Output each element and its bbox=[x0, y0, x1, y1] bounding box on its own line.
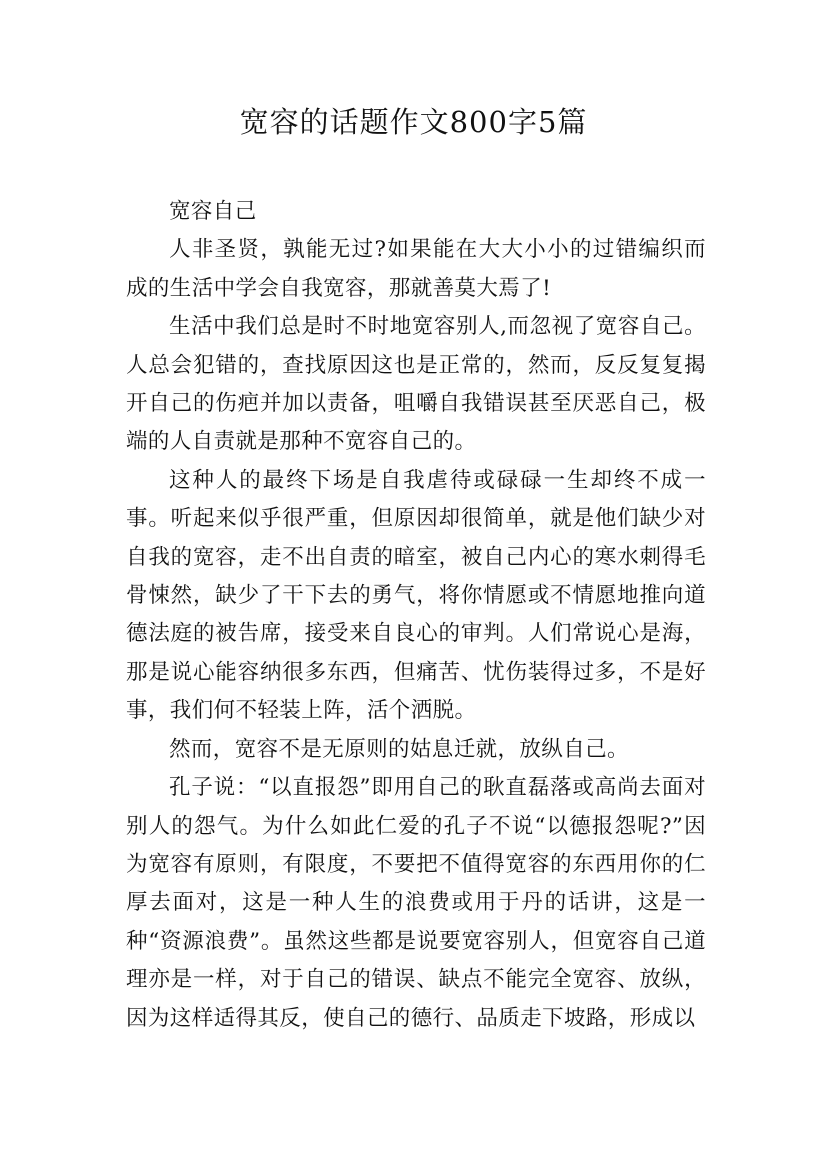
paragraph: 孔子说：“以直报怨”即用自己的耿直磊落或高尚去面对别人的怨气。为什么如此仁爱的孔子不说“以德报怨呢?”因为宽容有原则，有限度，不要把不值得宽容的东西用你的仁厚去面对，这是一种人生的浪费或用于丹的话讲，这是一种“资源浪费”。虽然这些都是说要宽容别人，但宽容自己道理亦是一样，对于自己的错误、缺点不能完全宽容、放纵，因为这样适得其反，使自己的德行、品质走下坡路，形成以 bbox=[126, 775, 706, 1031]
paragraph: 然而，宽容不是无原则的姑息迁就，放纵自己。 bbox=[169, 736, 629, 762]
document-title: 宽容的话题作文800字5篇 bbox=[239, 105, 588, 139]
paragraph: 人非圣贤，孰能无过?如果能在大大小小的过错编织而成的生活中学会自我宽容，那就善莫大焉了! bbox=[126, 237, 706, 301]
document-body bbox=[126, 193, 706, 1038]
paragraph-subtitle: 宽容自己 bbox=[169, 199, 257, 224]
paragraph: 这种人的最终下场是自我虐待或碌碌一生却终不成一事。听起来似乎很严重，但原因却很简单，就是他们缺少对自我的宽容，走不出自责的暗室，被自己内心的寒水刺得毛骨悚然，缺少了干下去的勇气，将你情愿或不情愿地推向道德法庭的被告席，接受来自良心的审判。人们常说心是海，那是说心能容纳很多东西，但痛苦、忧伤装得过多，不是好事，我们何不轻装上阵，活个洒脱。 bbox=[126, 467, 706, 724]
paragraph: 生活中我们总是时不时地宽容别人,而忽视了宽容自己。人总会犯错的，查找原因这也是正常的，然而，反反复复揭开自己的伤疤并加以责备，咀嚼自我错误甚至厌恶自己，极端的人自责就是那种不宽容自己的。 bbox=[126, 314, 706, 455]
